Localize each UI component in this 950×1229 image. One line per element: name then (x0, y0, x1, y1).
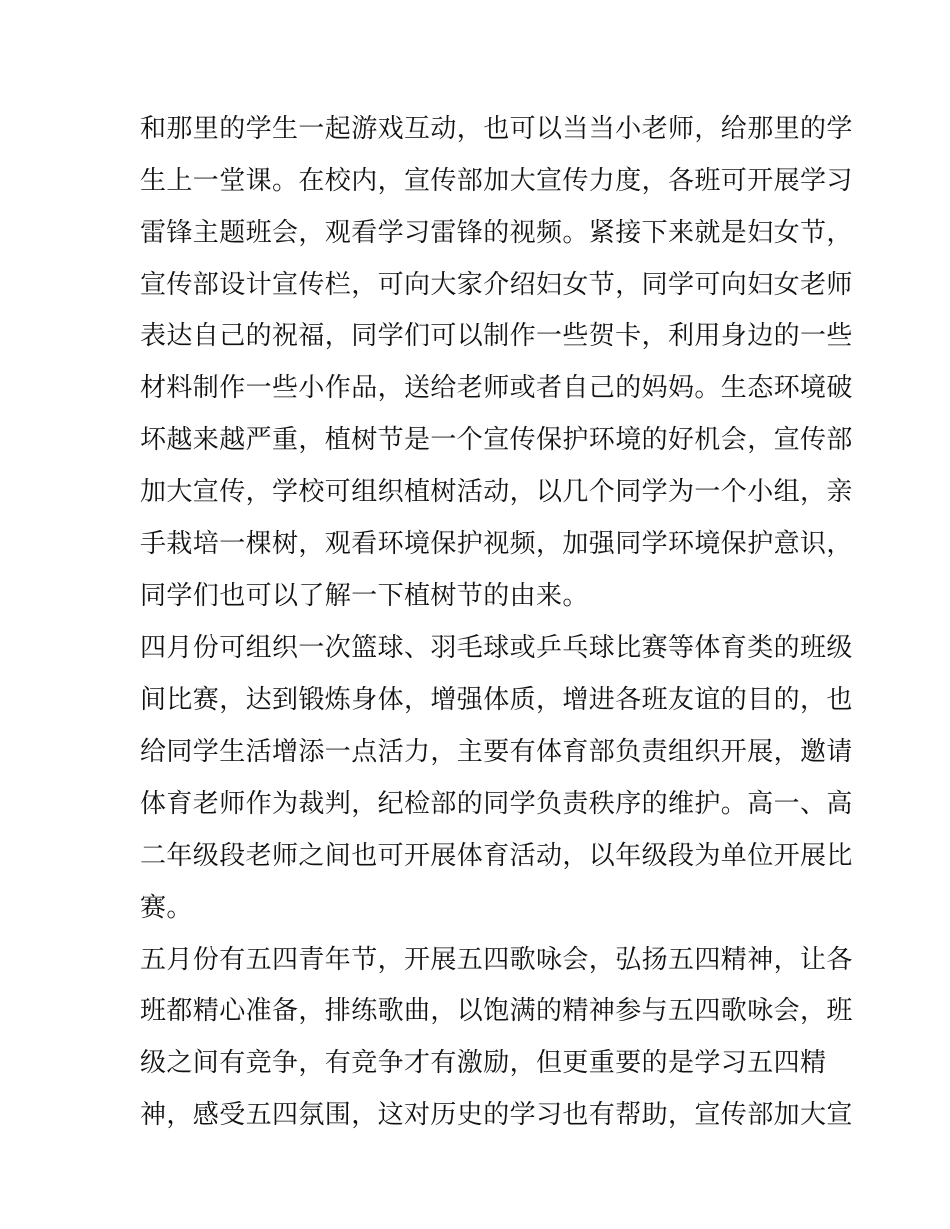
text-line: 生上一堂课。在校内，宣传部加大宣传力度，各班可开展学习 (140, 166, 853, 196)
text-line: 给同学生活增添一点活力，主要有体育部负责组织开展，邀请 (140, 737, 853, 767)
text-line: 和那里的学生一起游戏互动，也可以当当小老师，给那里的学 (140, 114, 853, 144)
text-line: 级之间有竞争，有竞争才有激励，但更重要的是学习五四精 (140, 1048, 827, 1078)
text-line: 表达自己的祝福，同学们可以制作一些贺卡，利用身边的一些 (140, 321, 853, 351)
text-line: 同学们也可以了解一下植树节的由来。 (140, 581, 589, 611)
text-line: 班都精心准备，排练歌曲，以饱满的精神参与五四歌咏会，班 (140, 996, 853, 1026)
text-line: 赛。 (140, 893, 193, 923)
text-line: 宣传部设计宣传栏，可向大家介绍妇女节，同学可向妇女老师 (140, 270, 853, 300)
text-line: 材料制作一些小作品，送给老师或者自己的妈妈。生态环境破 (140, 373, 853, 403)
text-line: 体育老师作为裁判，纪检部的同学负责秩序的维护。高一、高 (140, 789, 853, 819)
text-line: 间比赛，达到锻炼身体，增强体质，增进各班友谊的目的，也 (140, 685, 853, 715)
text-line: 二年级段老师之间也可开展体育活动，以年级段为单位开展比 (140, 841, 853, 871)
text-line: 手栽培一棵树，观看环境保护视频，加强同学环境保护意识， (140, 529, 853, 559)
text-line: 神，感受五四氛围，这对历史的学习也有帮助，宣传部加大宣 (140, 1100, 853, 1130)
text-line: 五月份有五四青年节，开展五四歌咏会，弘扬五四精神，让各 (140, 945, 853, 975)
text-line: 四月份可组织一次篮球、羽毛球或乒乓球比赛等体育类的班级 (140, 633, 853, 663)
text-line: 加大宣传，学校可组织植树活动，以几个同学为一个小组，亲 (140, 477, 853, 507)
text-line: 雷锋主题班会，观看学习雷锋的视频。紧接下来就是妇女节， (140, 218, 853, 248)
text-line: 坏越来越严重，植树节是一个宣传保护环境的好机会，宣传部 (140, 425, 853, 455)
